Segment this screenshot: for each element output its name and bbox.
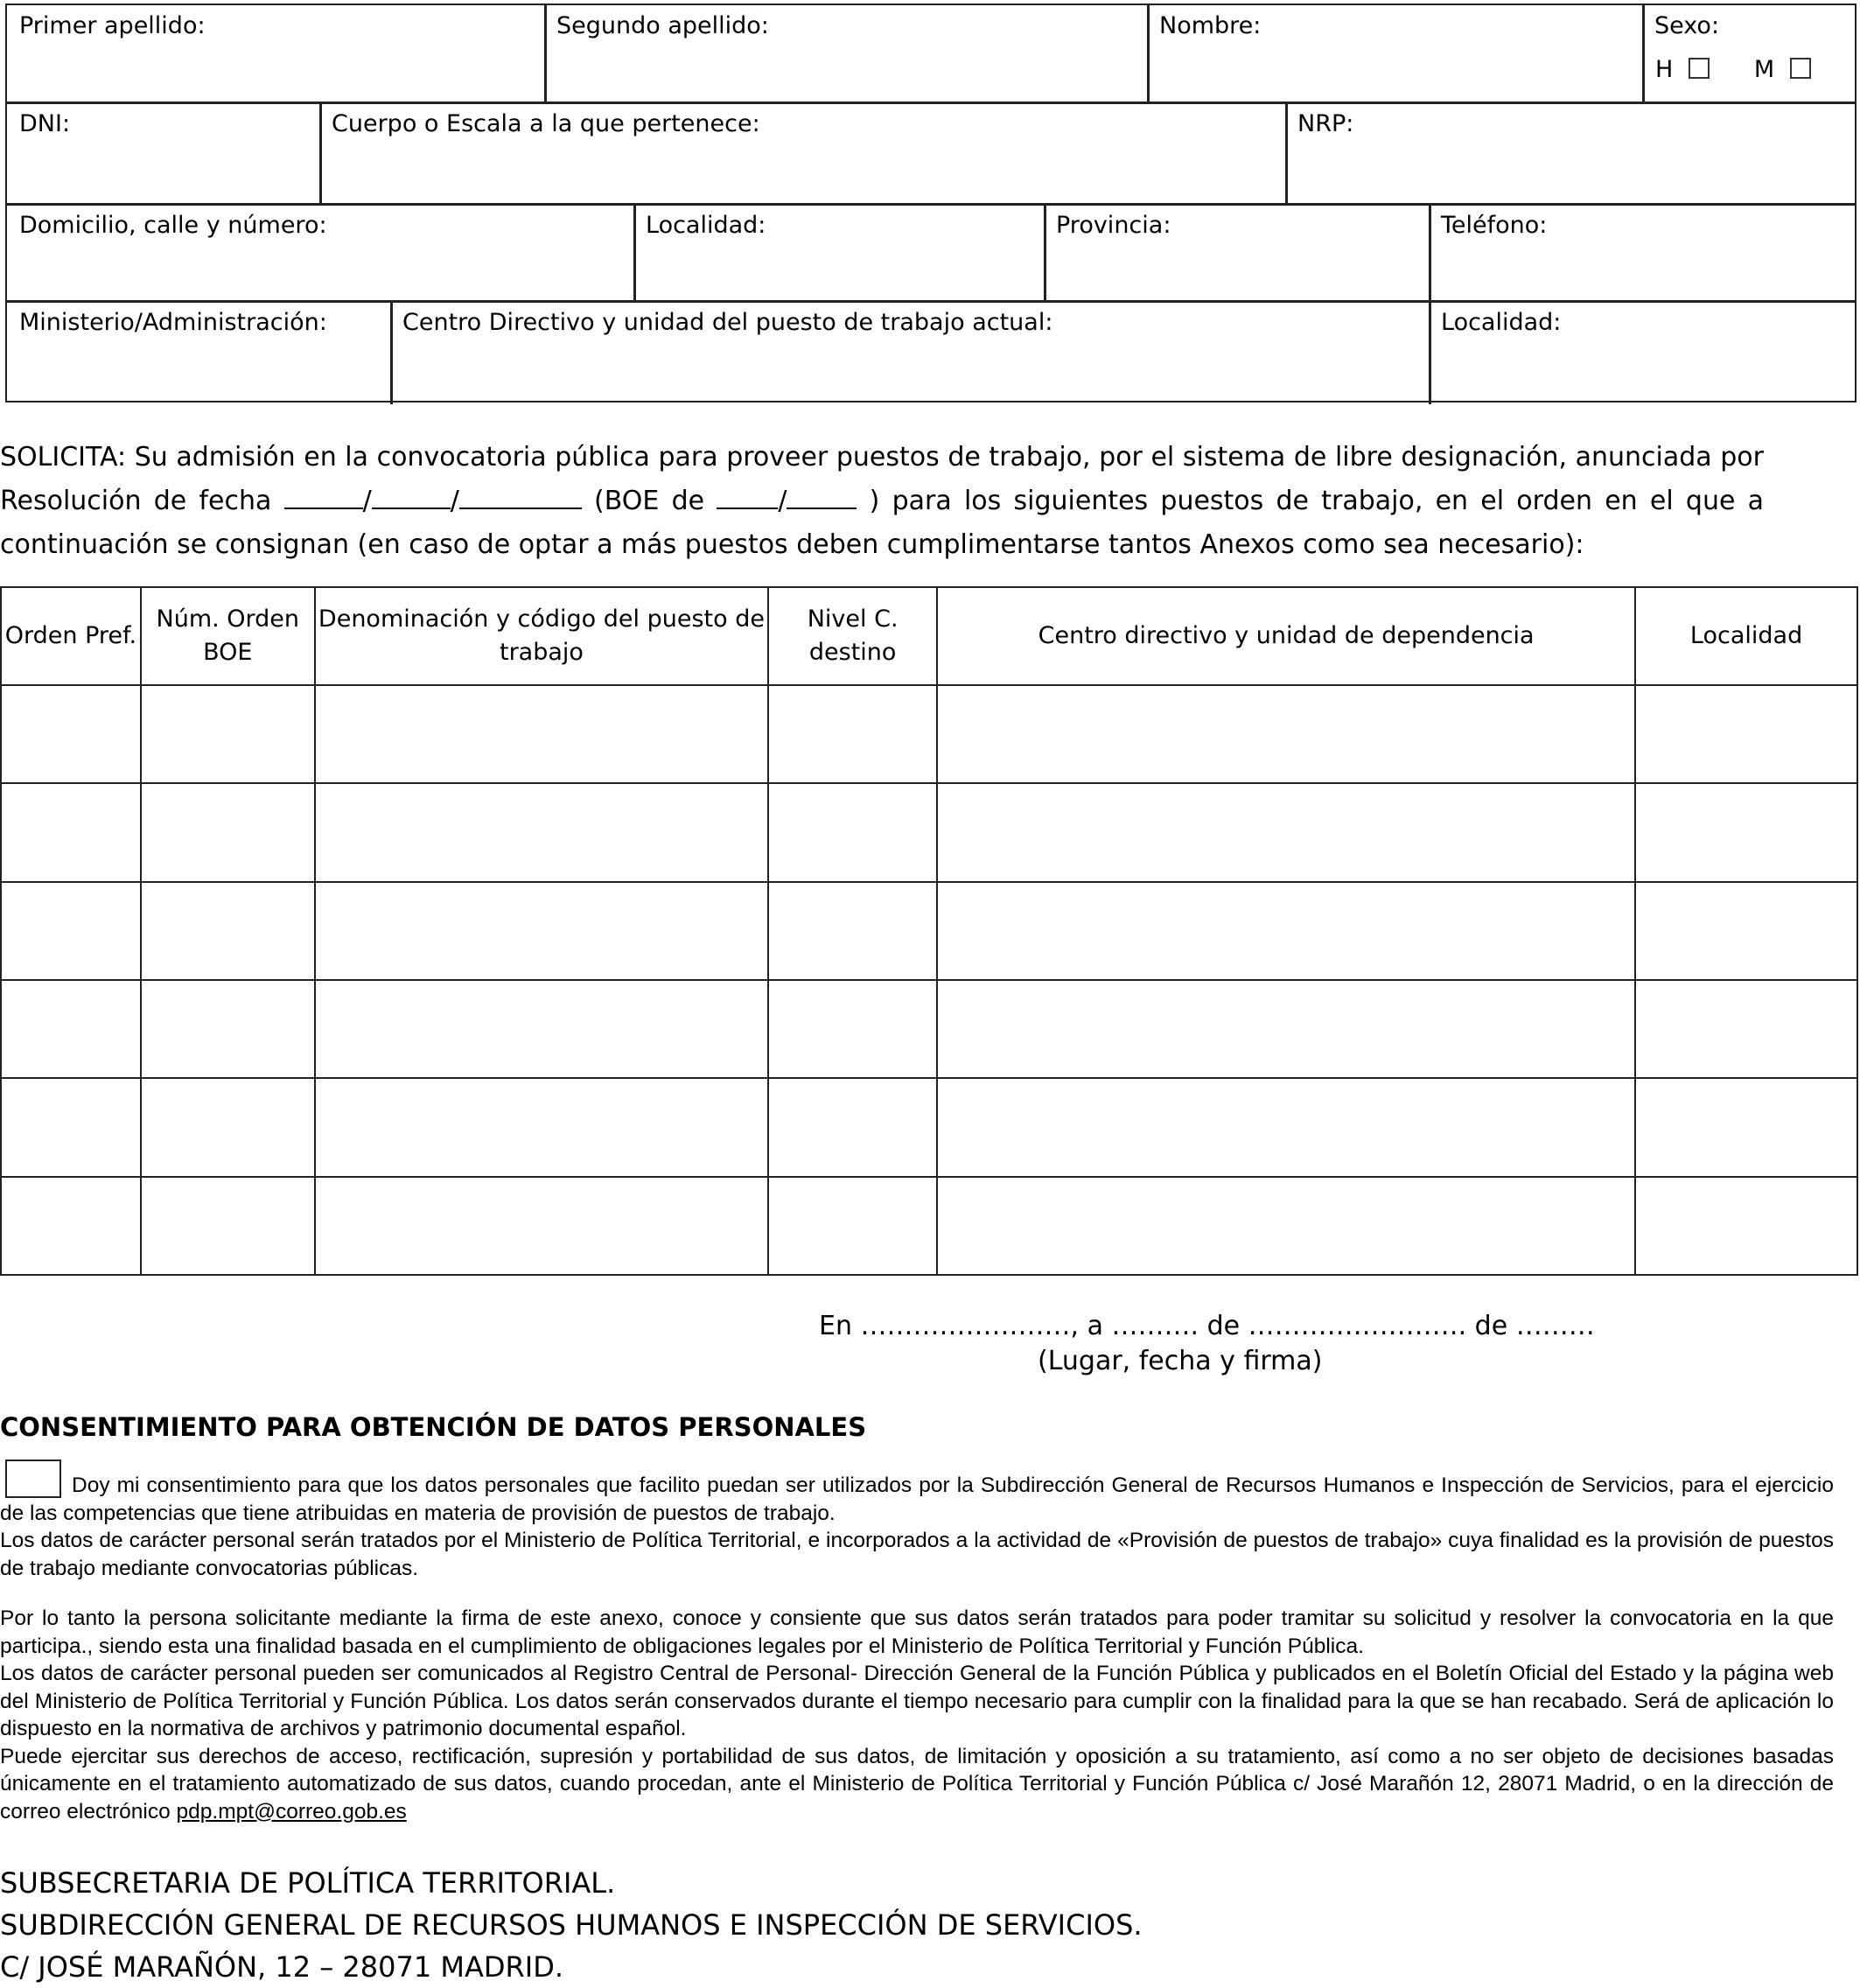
table-cell[interactable] (768, 882, 937, 980)
table-cell[interactable] (1, 980, 141, 1078)
sexo-m-checkbox[interactable] (1790, 58, 1811, 79)
telefono-field[interactable] (1429, 205, 1857, 300)
positions-table (0, 586, 1858, 1276)
fecha-dia-blank[interactable] (284, 485, 363, 509)
header-nivel: Nivel C. destino (768, 587, 937, 685)
table-cell[interactable] (141, 980, 315, 1078)
email-link[interactable]: pdp.mpt@correo.gob.es (176, 1799, 407, 1824)
table-cell[interactable] (1635, 882, 1857, 980)
telefono-label: Teléfono: (1441, 212, 1548, 239)
boe-mes-blank[interactable] (787, 485, 857, 509)
personal-data-grid (5, 4, 1857, 402)
table-cell[interactable] (937, 980, 1635, 1078)
table-cell[interactable] (768, 1078, 937, 1176)
fecha-mes-blank[interactable] (372, 485, 451, 509)
nrp-label: NRP: (1297, 110, 1354, 137)
cuerpo-field[interactable] (319, 103, 1285, 203)
centro-directivo-label: Centro Directivo y unidad del puesto de trabajo actual: (402, 309, 1053, 336)
solicita-paragraph: SOLICITA: Su admisión en la convocatoria pública para proveer puestos de trabajo, por el sistema de libre designación, anunciada por Resolución de fecha / / (BOE de / ) para los siguientes puestos de trabajo, en el orden en el que a continuación se consignan (en caso de optar a más puestos deben cumplimentarse tantos Anexos como sea necesario): (0, 442, 1765, 560)
ministerio-field[interactable] (7, 302, 390, 402)
table-cell[interactable] (141, 1078, 315, 1176)
centro-directivo-field[interactable] (390, 302, 1429, 402)
table-cell[interactable] (1, 783, 141, 881)
table-row (1, 980, 1857, 1078)
signature-caption: (Lugar, fecha y firma) (1038, 1346, 1323, 1376)
table-row (1, 783, 1857, 881)
footer-line-3: C/ JOSÉ MARAÑÓN, 12 – 28071 MADRID. (0, 1950, 564, 1984)
segundo-apellido-label: Segundo apellido: (556, 12, 769, 39)
dni-field[interactable] (7, 103, 319, 203)
table-cell[interactable] (1635, 1078, 1857, 1176)
header-centro-directivo: Centro directivo y unidad de dependencia (937, 587, 1635, 685)
table-cell[interactable] (1, 1078, 141, 1176)
table-cell[interactable] (141, 685, 315, 783)
cuerpo-label: Cuerpo o Escala a la que pertenece: (332, 110, 760, 137)
provincia-field[interactable] (1044, 205, 1429, 300)
localidad-field[interactable] (633, 205, 1044, 300)
header-num-orden-boe: Núm. Orden BOE (141, 587, 315, 685)
consent-text-block-1 (0, 1472, 1834, 1582)
table-row (1, 685, 1857, 783)
table-cell[interactable] (315, 783, 769, 881)
domicilio-field[interactable] (7, 205, 633, 300)
table-cell[interactable] (768, 980, 937, 1078)
table-cell[interactable] (768, 783, 937, 881)
consent-paragraph-5: Puede ejercitar sus derechos de acceso, rectificación, supresión y portabilidad de sus datos, de limitación y oposición a su tratamiento, así como a no ser objeto de decisiones basadas únicamente en el tratamiento automatizado de sus datos, cuando procedan, ante el Ministerio de Política Territorial y Función Pública c/ José Marañón 12, 28071 Madrid, o en la dirección de correo electrónico (0, 1744, 1834, 1824)
table-cell[interactable] (315, 882, 769, 980)
nombre-field[interactable] (1147, 5, 1642, 102)
localidad-actual-label: Localidad: (1441, 309, 1562, 336)
table-header-row (1, 587, 1857, 685)
table-cell[interactable] (937, 783, 1635, 881)
fecha-anio-blank[interactable] (459, 485, 582, 509)
footer-line-2: SUBDIRECCIÓN GENERAL DE RECURSOS HUMANOS E INSPECCIÓN DE SERVICIOS. (0, 1908, 1143, 1942)
domicilio-label: Domicilio, calle y número: (19, 212, 327, 239)
table-cell[interactable] (1635, 783, 1857, 881)
provincia-label: Provincia: (1056, 212, 1171, 239)
table-cell[interactable] (768, 1177, 937, 1275)
sexo-m-label: M (1753, 56, 1775, 83)
table-cell[interactable] (937, 1078, 1635, 1176)
footer-address (0, 1862, 1143, 1988)
header-localidad: Localidad (1635, 587, 1857, 685)
localidad-label: Localidad: (646, 212, 766, 239)
sexo-label: Sexo: (1654, 12, 1720, 39)
table-cell[interactable] (1, 882, 141, 980)
table-cell[interactable] (315, 685, 769, 783)
table-cell[interactable] (141, 882, 315, 980)
table-cell[interactable] (1635, 980, 1857, 1078)
table-cell[interactable] (1, 685, 141, 783)
localidad-actual-field[interactable] (1429, 302, 1857, 402)
solicita-text-2: (BOE de (594, 486, 705, 516)
sexo-h-checkbox[interactable] (1689, 58, 1710, 79)
segundo-apellido-field[interactable] (544, 5, 1147, 102)
table-cell[interactable] (315, 980, 769, 1078)
consent-title: CONSENTIMIENTO PARA OBTENCIÓN DE DATOS PERSONALES (0, 1412, 867, 1442)
primer-apellido-label: Primer apellido: (19, 12, 206, 39)
table-cell[interactable] (937, 882, 1635, 980)
table-row (1, 882, 1857, 980)
consent-paragraph-2: Los datos de carácter personal serán tratados por el Ministerio de Política Territorial, e incorporados a la actividad de «Provisión de puestos de trabajo» cuya finalidad es la provisión de puestos de trabajo mediante convocatorias públicas. (0, 1529, 1834, 1580)
table-row (1, 1177, 1857, 1275)
consent-paragraph-1: Doy mi consentimiento para que los datos personales que facilito puedan ser utilizados por la Subdirección General de Recursos Humanos e Inspección de Servicios, para el ejercicio de las competencias que tiene atribuidas en materia de provisión de puestos de trabajo. (0, 1474, 1834, 1525)
table-cell[interactable] (937, 1177, 1635, 1275)
solicita-text-1: SOLICITA: Su admisión en la convocatoria pública para proveer puestos de trabajo, por el sistema de libre designación, anunciada por Resolución de fecha (0, 442, 1764, 516)
table-cell[interactable] (1635, 685, 1857, 783)
sexo-field (1642, 5, 1857, 102)
dni-label: DNI: (19, 110, 71, 137)
consent-text-block-2 (0, 1605, 1834, 1825)
nrp-field[interactable] (1285, 103, 1857, 203)
boe-dia-blank[interactable] (717, 485, 778, 509)
sexo-options (1655, 56, 1811, 83)
signature-place-date: En ……………………, a ………. de ……………………. de ……… (819, 1311, 1595, 1341)
header-denominacion: Denominación y código del puesto de trabajo (315, 587, 769, 685)
table-row (1, 1078, 1857, 1176)
table-cell[interactable] (141, 783, 315, 881)
table-cell[interactable] (315, 1177, 769, 1275)
sexo-h-label: H (1655, 56, 1674, 83)
table-cell[interactable] (141, 1177, 315, 1275)
header-orden-pref: Orden Pref. (1, 587, 141, 685)
table-cell[interactable] (1, 1177, 141, 1275)
table-cell[interactable] (315, 1078, 769, 1176)
consent-paragraph-3: Por lo tanto la persona solicitante mediante la firma de este anexo, conoce y consiente que sus datos serán tratados para poder tramitar su solicitud y resolver la convocatoria en la que participa., siendo esta una finalidad basada en el cumplimiento de obligaciones legales por el Ministerio de Política Territorial y Función Pública. (0, 1606, 1834, 1658)
table-cell[interactable] (937, 685, 1635, 783)
ministerio-label: Ministerio/Administración: (19, 309, 327, 336)
primer-apellido-field[interactable] (7, 5, 544, 102)
solicita-text-3: ) para los siguientes puestos de trabajo, en el orden en el que a continuación se consignan (en caso de optar a más puestos deben cumplimentarse tantos Anexos como sea necesario): (0, 486, 1765, 560)
table-cell[interactable] (1635, 1177, 1857, 1275)
consent-paragraph-4: Los datos de carácter personal pueden ser comunicados al Registro Central de Personal- Dirección General de la Función Pública y publicados en el Boletín Oficial del Estado y la página web del Ministerio de Política Territorial y Función Pública. Los datos serán conservados durante el tiempo necesario para cumplir con la finalidad para la que se han recabado. Será de aplicación lo dispuesto en la normativa de archivos y patrimonio documental español. (0, 1662, 1834, 1740)
table-cell[interactable] (768, 685, 937, 783)
footer-line-1: SUBSECRETARIA DE POLÍTICA TERRITORIAL. (0, 1866, 616, 1900)
nombre-label: Nombre: (1159, 12, 1262, 39)
